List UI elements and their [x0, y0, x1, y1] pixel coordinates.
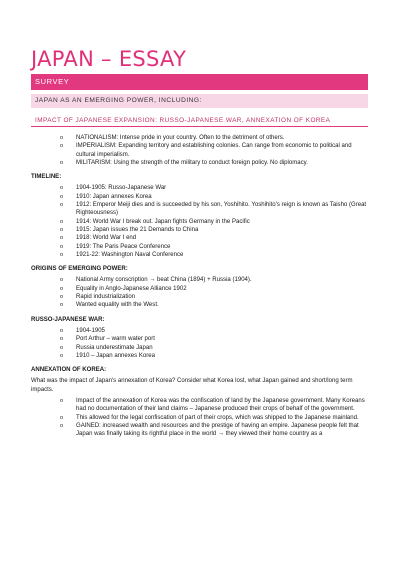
list-item	[60, 276, 368, 284]
list-item	[60, 285, 368, 293]
list-item	[60, 218, 368, 226]
bullet-icon: o	[60, 226, 64, 233]
bullet-icon: o	[60, 135, 64, 141]
bullet-icon: o	[60, 159, 64, 166]
bullet-icon: o	[60, 202, 64, 209]
bullet-icon: o	[60, 344, 64, 351]
list-item	[60, 327, 368, 335]
annexation-of-korea-heading: ANNEXATION OF KOREA:	[31, 367, 107, 374]
origins-heading: ORIGINS OF EMERGING POWER:	[31, 266, 128, 273]
bullet-icon: o	[60, 143, 64, 150]
bullet-icon: o	[60, 251, 64, 258]
list-item	[60, 352, 368, 360]
list-item	[60, 142, 368, 159]
section-banner: JAPAN AS AN EMERGING POWER, INCLUDING:	[31, 94, 368, 108]
list-item-text: 1912: Emperor Meiji dies and is succeeded by his son, Yoshihito. Yoshihito's reign is known as Taisho (Great Righteousness)	[76, 202, 367, 217]
list-item-text: MILITARISM: Using the strength of the military to conduct foreign policy. No diplomacy.	[76, 159, 308, 166]
list-item-text: NATIONALISM: Intense pride in your country. Often to the detriment of others.	[76, 135, 285, 141]
survey-banner: SURVEY	[31, 74, 368, 90]
list-item	[60, 184, 368, 192]
list-item-text: 1914: World War I break out. Japan fights Germany in the Pacific	[76, 218, 250, 225]
list-item	[60, 422, 368, 439]
korea-question: What was the impact of Japan's annexation of Korea? Consider what Korea lost, what Japan gained and short/long term impacts.	[31, 378, 353, 393]
bullet-icon: o	[60, 294, 64, 301]
list-item	[60, 234, 368, 242]
bullet-icon: o	[60, 422, 64, 429]
list-item-text: 1910: Japan annexes Korea	[76, 193, 152, 200]
bullet-icon: o	[60, 243, 64, 250]
list-item-text: 1910 – Japan annexes Korea	[76, 352, 156, 359]
list-item-text: 1921-22: Washington Naval Conference	[76, 251, 184, 258]
list-item-text: IMPERIALISM: Expanding territory and establishing colonies. Can range from economic to political and cultural imperialism.	[76, 143, 352, 158]
list-item-text: This allowed for the legal confiscation of part of their crops, which was shipped to the Japanese mainland.	[76, 414, 359, 421]
list-item-text: 1904-1905: Russo-Japanese War	[76, 185, 167, 192]
list-item-text: GAINED: increased wealth and resources and the prestige of having an empire. Japanese people felt that Japan was finally taking its rightful place in the world → they viewed their home country as a	[76, 422, 359, 438]
bullet-icon: o	[60, 336, 64, 343]
list-item	[60, 193, 368, 201]
bullet-icon: o	[60, 352, 64, 359]
intro-list	[31, 134, 368, 167]
list-item-text: Impact of the annexation of Korea was the confiscation of land by the Japanese government. Many Koreans had no documentation of their land claims – Japanese produced their crops of behalf of the government.	[76, 398, 365, 413]
list-item-text: 1919: The Paris Peace Conference	[76, 243, 171, 250]
list-item	[60, 335, 368, 343]
korea-list	[31, 397, 368, 438]
list-item-text: Port Arthur – warm water port	[76, 336, 155, 343]
bullet-icon: o	[60, 327, 64, 334]
bullet-icon: o	[60, 277, 64, 284]
page-title: JAPAN – ESSAY	[31, 47, 187, 71]
list-item	[60, 201, 368, 218]
subheading: IMPACT OF JAPANESE EXPANSION: RUSSO-JAPANESE WAR, ANNEXATION OF KOREA	[31, 117, 368, 127]
bullet-icon: o	[60, 285, 64, 292]
list-item	[60, 134, 368, 142]
list-item-text: 1915: Japan issues the 21 Demands to China	[76, 226, 199, 233]
list-item-text: Equality in Anglo-Japanese Alliance 1902	[76, 285, 187, 292]
list-item	[60, 226, 368, 234]
list-item	[60, 159, 368, 167]
origins-list	[31, 276, 368, 309]
list-item-text: 1904-1905	[76, 327, 105, 334]
russo-japanese-war-heading: RUSSO-JAPANESE WAR:	[31, 316, 105, 323]
bullet-icon: o	[60, 414, 64, 421]
list-item-text: Wanted equality with the West.	[76, 302, 159, 309]
bullet-icon: o	[60, 302, 64, 309]
document-body	[31, 134, 368, 439]
list-item	[60, 397, 368, 414]
bullet-icon: o	[60, 398, 64, 405]
timeline-heading: TIMELINE:	[31, 174, 62, 181]
bullet-icon: o	[60, 235, 64, 242]
bullet-icon: o	[60, 185, 64, 192]
bullet-icon: o	[60, 218, 64, 225]
list-item	[60, 251, 368, 259]
list-item-text: Rapid industrialization	[76, 294, 136, 301]
bullet-icon: o	[60, 193, 64, 200]
list-item-text: 1918: World War I end	[76, 235, 137, 242]
timeline-list	[31, 184, 368, 259]
list-item	[60, 414, 368, 422]
list-item	[60, 243, 368, 251]
list-item	[60, 344, 368, 352]
list-item-text: Russia underestimate Japan	[76, 344, 153, 351]
russo-japanese-war-list	[31, 327, 368, 360]
list-item	[60, 293, 368, 301]
list-item-text: National Army conscription → beat China (1894) + Russia (1904).	[76, 277, 252, 284]
list-item	[60, 301, 368, 309]
